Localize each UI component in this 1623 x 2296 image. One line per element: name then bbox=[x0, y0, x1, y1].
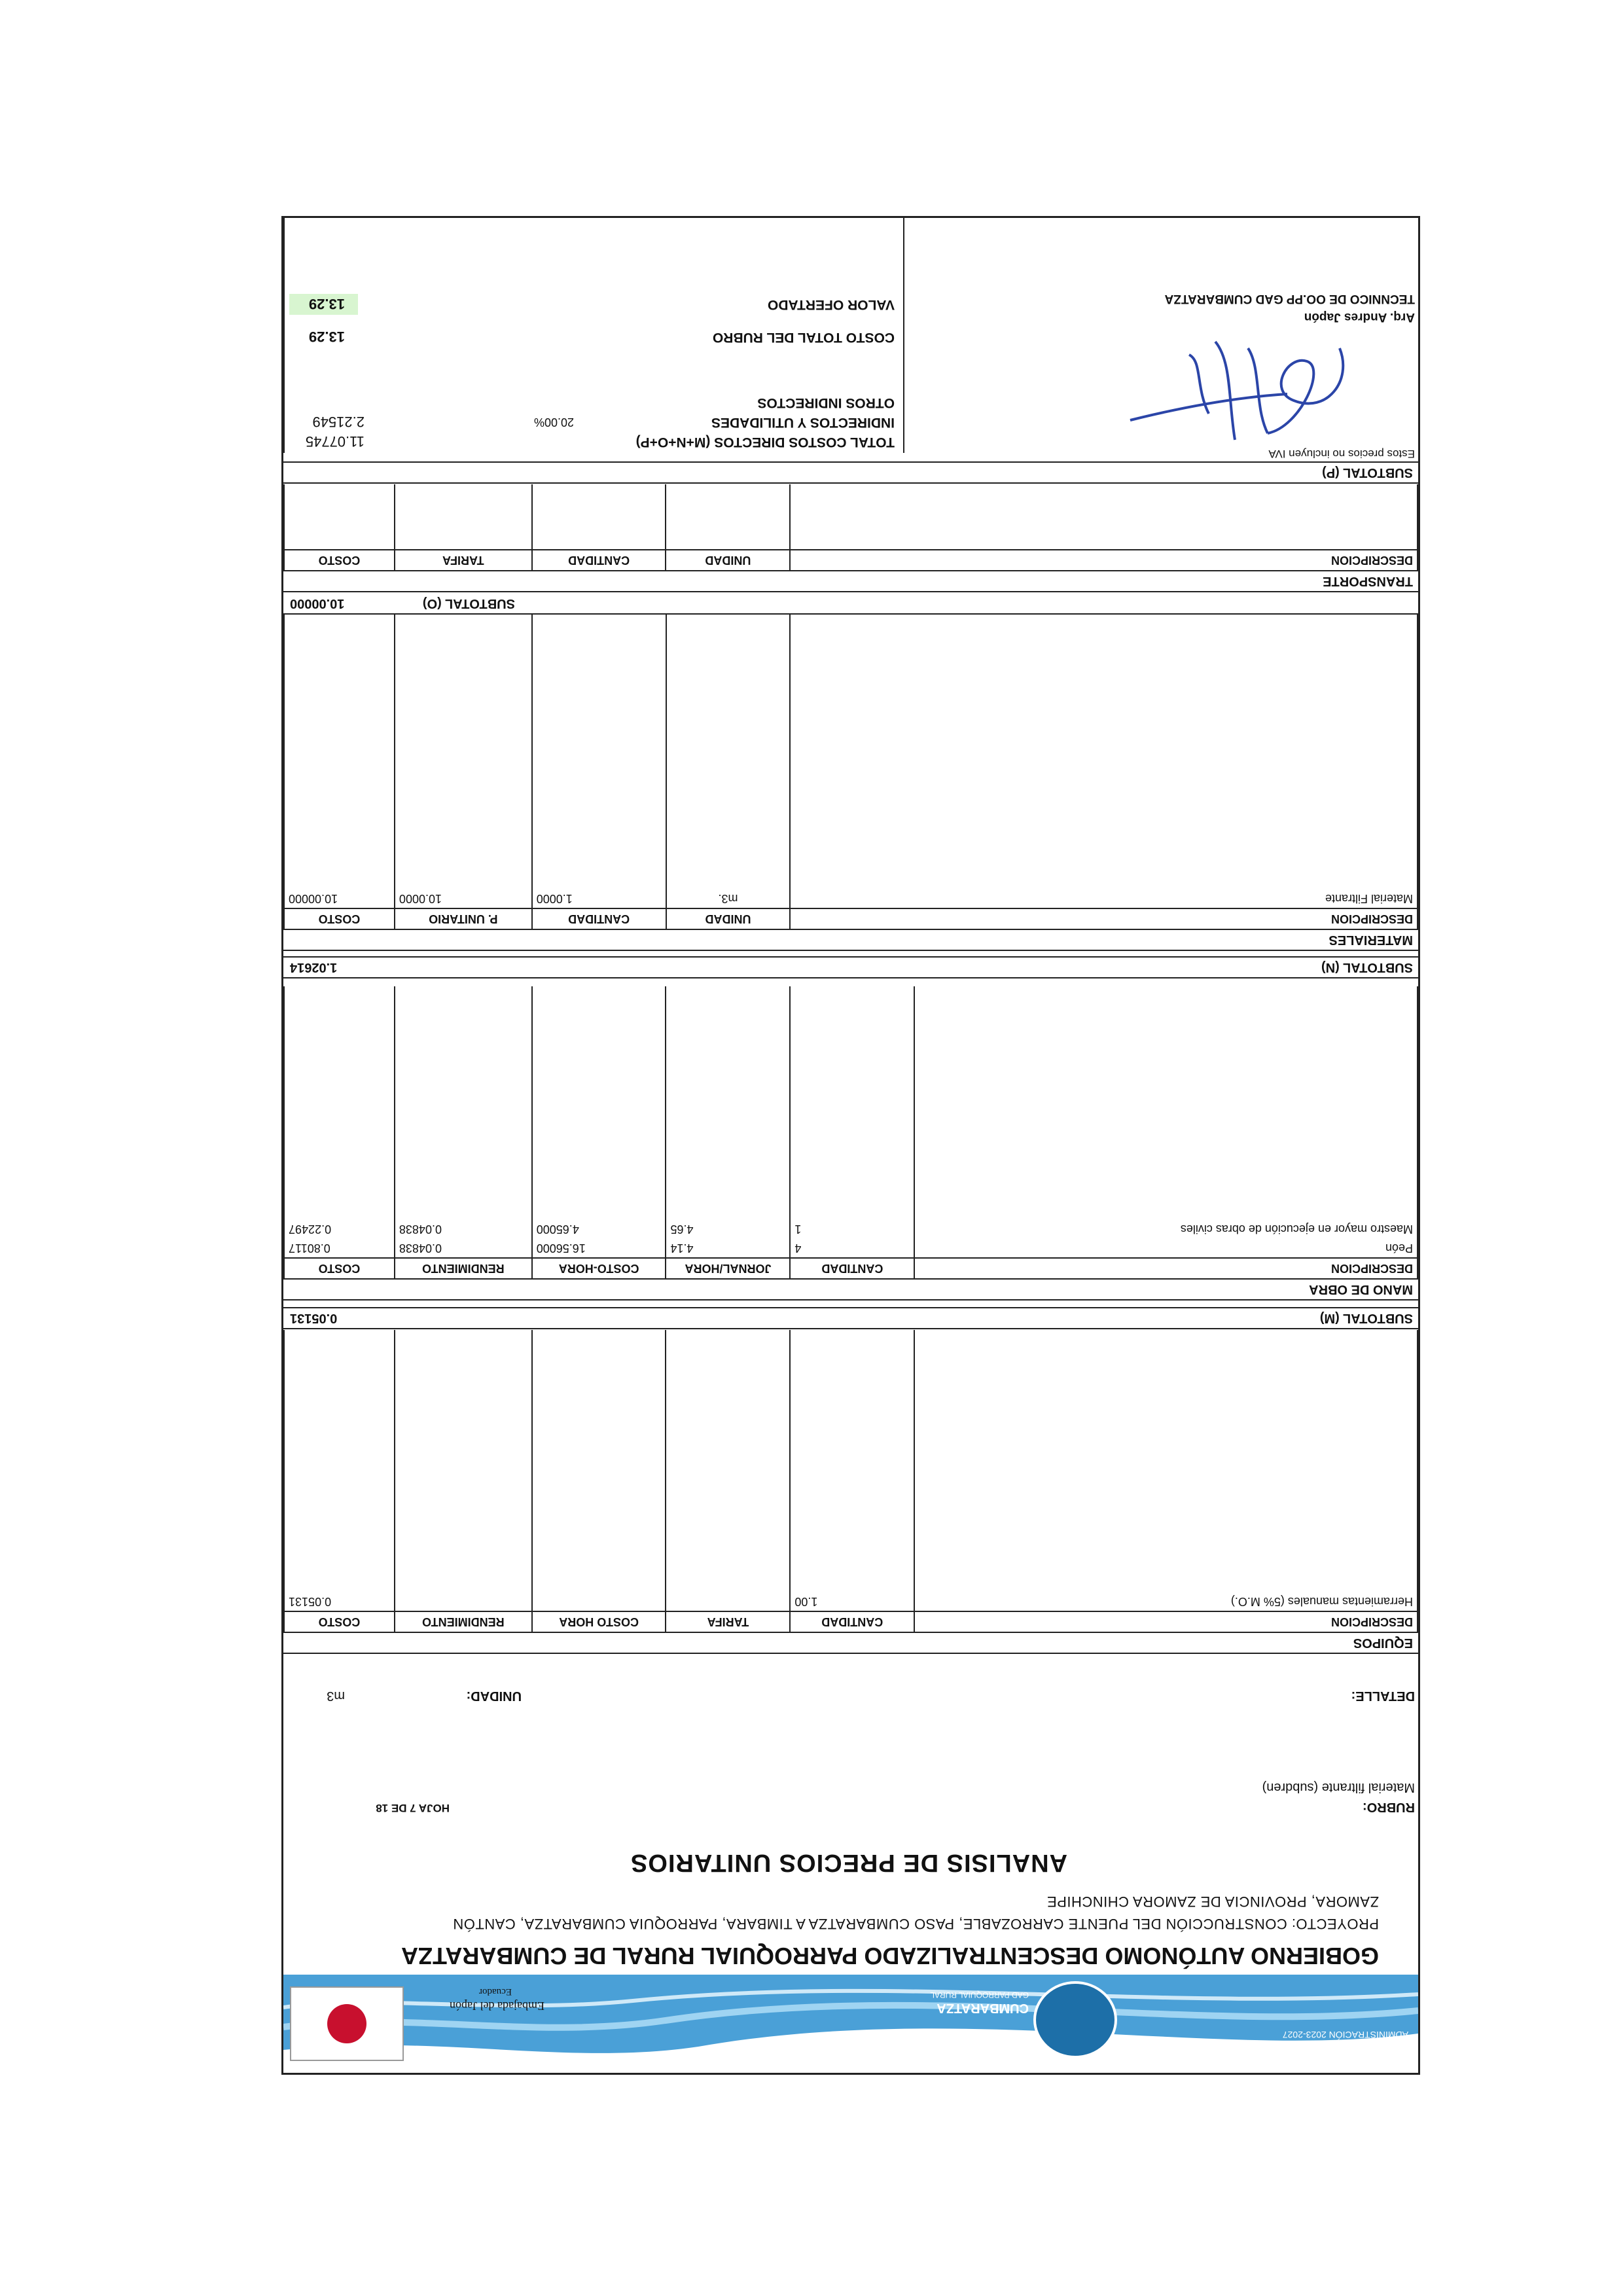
cell-desc: Material Filtrante bbox=[790, 614, 1418, 908]
col-header: COSTO bbox=[284, 1258, 395, 1279]
rubro-label: RUBRO: bbox=[1363, 1800, 1415, 1814]
col-header: CANTIDAD bbox=[532, 550, 666, 571]
otros-indirectos-label: OTROS INDIRECTOS bbox=[757, 395, 895, 410]
subtotal-value: 10.00000 bbox=[290, 596, 345, 611]
subtotal-n bbox=[283, 956, 1418, 978]
cell-empty bbox=[284, 484, 395, 550]
cell-jornal: 4.14 bbox=[666, 1238, 791, 1258]
col-header: CANTIDAD bbox=[790, 1611, 914, 1632]
table-row bbox=[284, 484, 1418, 550]
col-header: JORNAL/HORA bbox=[666, 1258, 791, 1279]
total-directos-label: TOTAL COSTOS DIRECTOS (M+N+O+P) bbox=[635, 435, 895, 450]
subtotal-p bbox=[283, 461, 1418, 484]
cell-empty bbox=[790, 484, 1418, 550]
dept-label: DPTO. TÉCNICO bbox=[1285, 2043, 1408, 2061]
cell-empty bbox=[395, 484, 532, 550]
col-header: CANTIDAD bbox=[532, 908, 666, 929]
cell-costo-hora bbox=[532, 1330, 666, 1611]
cell-costo: 0.80117 bbox=[284, 1238, 395, 1258]
col-header: DESCRIPCION bbox=[914, 1258, 1418, 1279]
table-row bbox=[284, 986, 1418, 1238]
costo-total-value: 13.29 bbox=[308, 329, 345, 345]
materiales-header-row bbox=[284, 908, 1418, 929]
cell-empty bbox=[532, 484, 666, 550]
japan-flag bbox=[290, 1986, 404, 2061]
subtotal-label: SUBTOTAL (M) bbox=[1319, 1311, 1413, 1325]
flag-red-circle bbox=[327, 2004, 366, 2043]
cell-empty bbox=[666, 484, 791, 550]
subtotal-value: 1.02614 bbox=[290, 960, 338, 975]
col-header: DESCRIPCION bbox=[790, 550, 1418, 571]
indirectos-label: INDIRECTOS Y UTILIDADES bbox=[711, 415, 895, 430]
col-header: RENDIMIENTO bbox=[395, 1258, 532, 1279]
col-header: COSTO-HORA bbox=[532, 1258, 666, 1279]
cell-unidad: m3. bbox=[666, 614, 791, 908]
costo-total-label: COSTO TOTAL DEL RUBRO bbox=[712, 330, 895, 345]
col-header: DESCRIPCION bbox=[790, 908, 1418, 929]
subtotal-label: SUBTOTAL (P) bbox=[1322, 465, 1413, 480]
cell-cantidad: 1 bbox=[790, 986, 914, 1238]
rubro-value: Material filtrante (subdren) bbox=[1262, 1780, 1415, 1795]
cell-costo-hora: 16.56000 bbox=[532, 1238, 666, 1258]
col-header: COSTO bbox=[284, 550, 395, 571]
col-header: CANTIDAD bbox=[790, 1258, 914, 1279]
col-header: COSTO bbox=[284, 908, 395, 929]
embassy-label: Embajada del Japón bbox=[450, 2000, 544, 2013]
equipos-header-row bbox=[284, 1611, 1418, 1632]
signer-role: TECNNICO DE OO.PP GAD CUMBARATZA bbox=[1164, 292, 1415, 306]
equipos-title: EQUIPOS bbox=[283, 1634, 1418, 1654]
transporte-title: TRANSPORTE bbox=[283, 573, 1418, 592]
table-row bbox=[284, 1238, 1418, 1258]
hoja-label: HOJA 7 DE 18 bbox=[376, 1802, 450, 1814]
col-header: RENDIMIENTO bbox=[395, 1611, 532, 1632]
table-row bbox=[284, 614, 1418, 908]
subtotal-o bbox=[283, 594, 1418, 615]
signature bbox=[1117, 322, 1366, 453]
col-header: COSTO HORA bbox=[532, 1611, 666, 1632]
col-header: P. UNITARIO bbox=[395, 908, 532, 929]
logo-text: CUMBARATZA bbox=[936, 2001, 1029, 2015]
cell-rendimiento bbox=[395, 1330, 532, 1611]
col-header: COSTO bbox=[284, 1611, 395, 1632]
col-header: DESCRIPCION bbox=[914, 1611, 1418, 1632]
mano-obra-table bbox=[283, 986, 1418, 1280]
cell-desc: Herramientas manuales (5% M.O.) bbox=[914, 1330, 1418, 1611]
page-title: ANALISIS DE PRECIOS UNITARIOS bbox=[630, 1849, 1068, 1876]
logo-subtext: GAD PARROQUIAL RURAL bbox=[930, 1990, 1029, 2000]
subtotal-value: 0.05131 bbox=[290, 1311, 338, 1325]
cell-costo: 0.22497 bbox=[284, 986, 395, 1238]
equipos-table bbox=[283, 1330, 1418, 1633]
project-line-2: ZAMORA, PROVINCIA DE ZAMORA CHINCHIPE bbox=[1046, 1893, 1379, 1910]
cell-tarifa bbox=[666, 1330, 791, 1611]
valor-ofertado-label: VALOR OFERTADO bbox=[767, 297, 895, 312]
admin-label: ADMINISTRACIÓN 2023-2027 bbox=[1282, 2030, 1408, 2040]
iva-note: Estos precios no incluyen IVA bbox=[1268, 448, 1415, 460]
cell-costo-hora: 4.65000 bbox=[532, 986, 666, 1238]
materiales-table bbox=[283, 614, 1418, 930]
cell-cantidad: 1.00 bbox=[790, 1330, 914, 1611]
embassy-country: Ecuador bbox=[479, 1986, 512, 1997]
unidad-label: UNIDAD: bbox=[466, 1689, 522, 1703]
header-banner bbox=[283, 1975, 1418, 2073]
col-header: TARIFA bbox=[666, 1611, 791, 1632]
mano-obra-header-row bbox=[284, 1258, 1418, 1279]
price-analysis-sheet bbox=[281, 216, 1420, 2075]
col-header: UNIDAD bbox=[666, 908, 791, 929]
entity-name: GOBIERNO AUTÓNOMO DESCENTRALIZADO PARROQUIAL RURAL DE CUMBARATZA bbox=[401, 1943, 1379, 1969]
col-header: TARIFA bbox=[395, 550, 532, 571]
cell-desc: Peón bbox=[914, 1238, 1418, 1258]
cell-rendimiento: 0.04838 bbox=[395, 986, 532, 1238]
table-row bbox=[284, 1330, 1418, 1611]
indirectos-value: 2.21549 bbox=[312, 414, 365, 430]
project-line-1: PROYECTO: CONSTRUCCIÓN DEL PUENTE CARROZABLE, PASO CUMBARATZA A TIMBARA, PARROQUIA CUMBARATZA, CANTÓN bbox=[452, 1916, 1379, 1932]
cumbaratza-logo bbox=[1033, 1981, 1117, 2058]
cell-p-unitario: 10.0000 bbox=[395, 614, 532, 908]
cell-rendimiento: 0.04838 bbox=[395, 1238, 532, 1258]
transporte-header-row bbox=[284, 550, 1418, 571]
valor-ofertado-value: 13.29 bbox=[308, 296, 345, 312]
cell-desc: Maestro mayor en ejecución de obras civiles bbox=[914, 986, 1418, 1238]
col-header: UNIDAD bbox=[666, 550, 791, 571]
subtotal-label: SUBTOTAL (N) bbox=[1321, 960, 1413, 975]
unidad-value: m3 bbox=[327, 1689, 345, 1703]
cell-cantidad: 1.0000 bbox=[532, 614, 666, 908]
cell-jornal: 4.65 bbox=[666, 986, 791, 1238]
total-directos-value: 11.07745 bbox=[305, 433, 365, 450]
cell-cantidad: 4 bbox=[790, 1238, 914, 1258]
subtotal-m bbox=[283, 1307, 1418, 1329]
detalle-label: DETALLE: bbox=[1351, 1689, 1415, 1703]
mano-obra-title: MANO DE OBRA bbox=[283, 1281, 1418, 1300]
cell-costo: 0.05131 bbox=[284, 1330, 395, 1611]
transporte-table bbox=[283, 484, 1418, 571]
materiales-title: MATERIALES bbox=[283, 931, 1418, 951]
signer-name: Arq. Andres Japón bbox=[1304, 310, 1415, 324]
cell-costo: 10.00000 bbox=[284, 614, 395, 908]
subtotal-label: SUBTOTAL (O) bbox=[422, 596, 515, 611]
indirectos-pct: 20.00% bbox=[533, 416, 574, 429]
